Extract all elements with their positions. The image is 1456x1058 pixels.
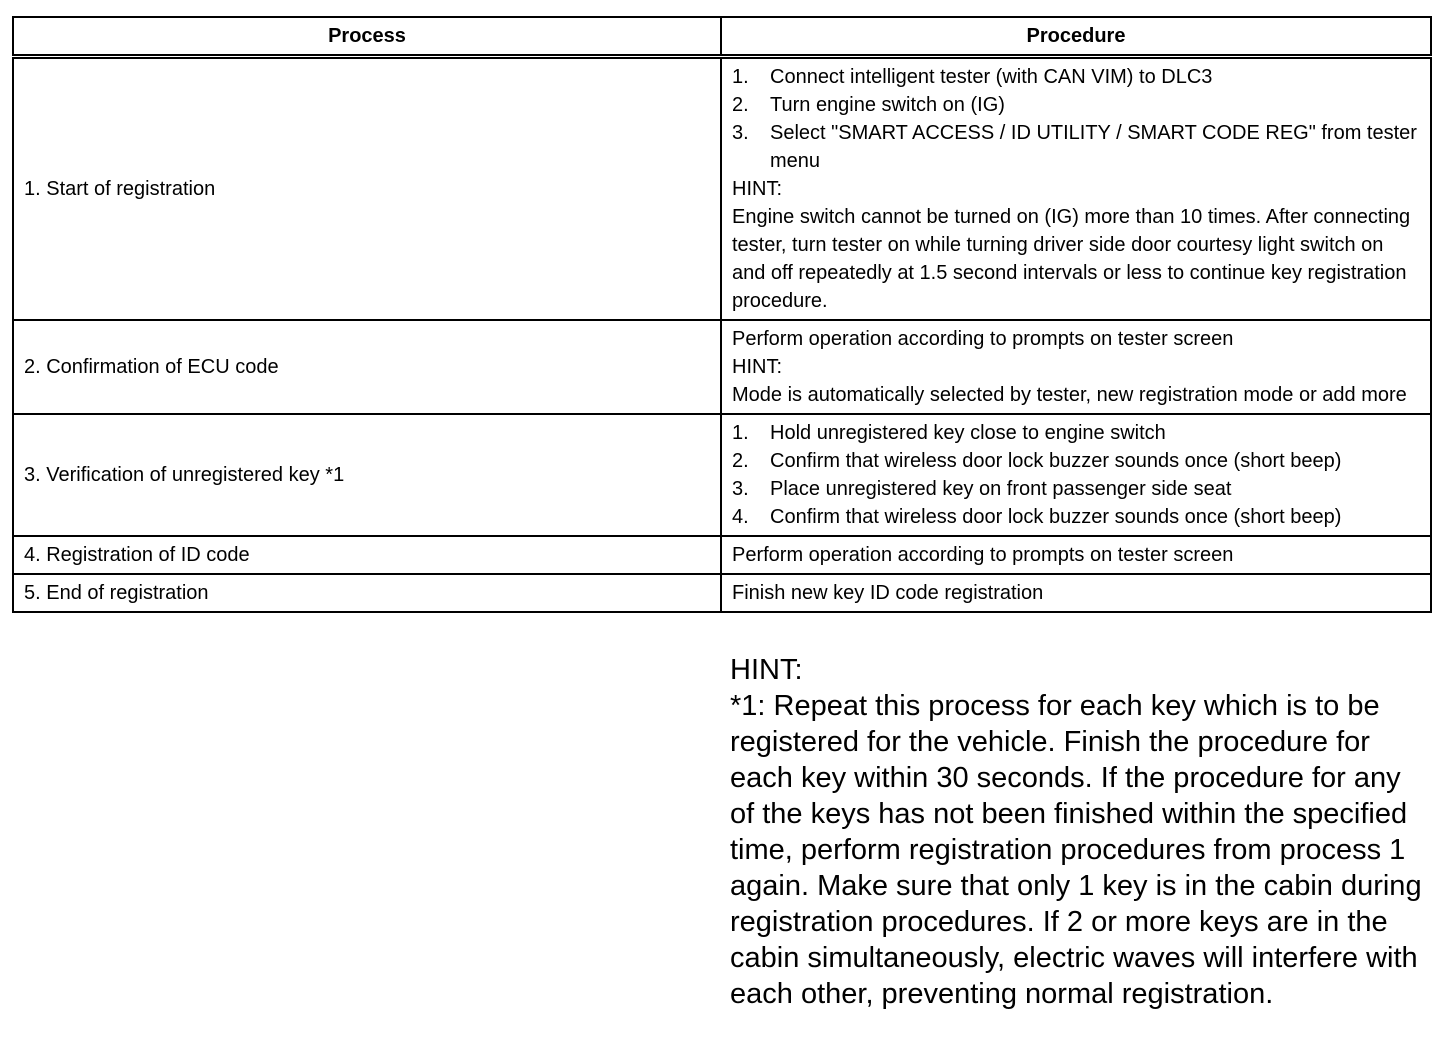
process-cell: 5. End of registration bbox=[13, 574, 721, 612]
step-text: Place unregistered key on front passenger side seat bbox=[770, 478, 1232, 500]
process-cell: 3. Verification of unregistered key *1 bbox=[13, 414, 721, 536]
step-number: 1. bbox=[732, 422, 749, 444]
procedure-text: Perform operation according to prompts on tester screen bbox=[732, 544, 1234, 566]
procedure-text: Perform operation according to prompts on tester screen bbox=[732, 328, 1234, 350]
step-list bbox=[732, 63, 1420, 175]
procedure-cell bbox=[721, 57, 1431, 321]
header-procedure: Procedure bbox=[721, 17, 1431, 57]
list-item bbox=[732, 503, 1420, 531]
footnote-hint-text: *1: Repeat this process for each key which is to be registered for the vehicle. Finish the procedure for each key within 30 seconds. If the procedure for any of the keys has not been finished within the specified time, perform registration procedures from process 1 again. Make sure that only 1 key is in the cabin during registration procedures. If 2 or more keys are in the cabin simultaneously, electric waves will interfere with each other, preventing normal registration. bbox=[730, 690, 1422, 1010]
hint-label: HINT: bbox=[732, 356, 782, 378]
list-item bbox=[732, 475, 1420, 503]
step-number: 3. bbox=[732, 122, 749, 144]
process-cell: 2. Confirmation of ECU code bbox=[13, 320, 721, 414]
hint-text: Engine switch cannot be turned on (IG) more than 10 times. After connecting tester, turn tester on while turning driver side door courtesy light switch on and off repeatedly at 1.5 second intervals or less to continue key registration procedure. bbox=[732, 206, 1411, 312]
step-number: 2. bbox=[732, 450, 749, 472]
step-text: Turn engine switch on (IG) bbox=[770, 94, 1005, 116]
list-item bbox=[732, 119, 1420, 175]
footnote-hint bbox=[730, 652, 1430, 1012]
step-list bbox=[732, 419, 1420, 531]
step-text: Confirm that wireless door lock buzzer sounds once (short beep) bbox=[770, 450, 1342, 472]
list-item bbox=[732, 63, 1420, 91]
step-text: Select "SMART ACCESS / ID UTILITY / SMART CODE REG" from tester menu bbox=[770, 122, 1417, 172]
step-number: 3. bbox=[732, 478, 749, 500]
table-row bbox=[13, 574, 1431, 612]
table-row bbox=[13, 536, 1431, 574]
list-item bbox=[732, 419, 1420, 447]
procedure-cell bbox=[721, 536, 1431, 574]
step-text: Confirm that wireless door lock buzzer sounds once (short beep) bbox=[770, 506, 1342, 528]
procedure-text: Finish new key ID code registration bbox=[732, 582, 1044, 604]
procedure-cell bbox=[721, 320, 1431, 414]
hint-text: Mode is automatically selected by tester, new registration mode or add more bbox=[732, 384, 1407, 406]
list-item bbox=[732, 447, 1420, 475]
table-row bbox=[13, 320, 1431, 414]
table-row bbox=[13, 414, 1431, 536]
procedure-cell bbox=[721, 574, 1431, 612]
process-cell: 4. Registration of ID code bbox=[13, 536, 721, 574]
registration-procedure-table bbox=[12, 16, 1432, 613]
step-number: 4. bbox=[732, 506, 749, 528]
list-item bbox=[732, 91, 1420, 119]
step-number: 1. bbox=[732, 66, 749, 88]
header-process: Process bbox=[13, 17, 721, 57]
hint-label: HINT: bbox=[732, 178, 782, 200]
step-number: 2. bbox=[732, 94, 749, 116]
table-row bbox=[13, 57, 1431, 321]
step-text: Connect intelligent tester (with CAN VIM) to DLC3 bbox=[770, 66, 1213, 88]
step-text: Hold unregistered key close to engine switch bbox=[770, 422, 1166, 444]
table-header-row bbox=[13, 17, 1431, 57]
procedure-cell bbox=[721, 414, 1431, 536]
process-cell: 1. Start of registration bbox=[13, 57, 721, 321]
footnote-hint-label: HINT: bbox=[730, 654, 803, 686]
